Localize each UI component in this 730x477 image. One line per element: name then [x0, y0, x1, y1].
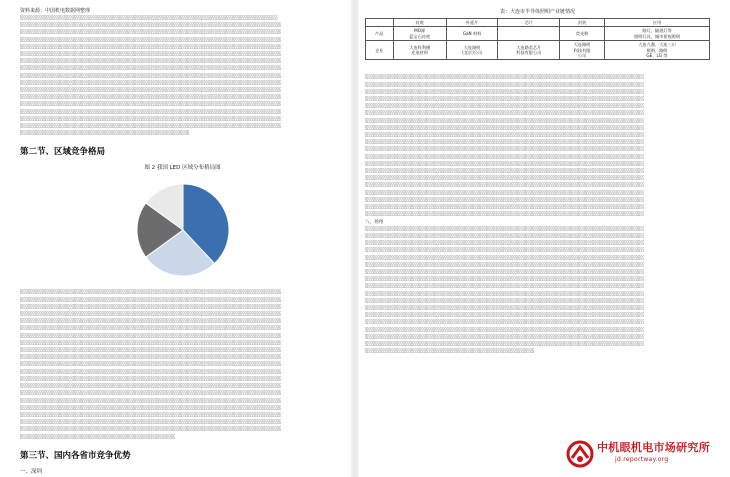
table-header-cell	[366, 19, 394, 27]
right-page	[365, 8, 710, 355]
table-cell: 企业	[366, 41, 394, 60]
table-cell: 产品	[366, 27, 394, 41]
table-cell: 大连路美芯片 科技有限公司	[498, 41, 560, 60]
book-gutter	[351, 0, 359, 477]
table-cell: 路灯、隧道灯等 照明灯具、城市景观照明	[604, 27, 709, 41]
right-body-text-1: ░░░░░░░░░░░░░░░░░░░░░░░░░░░░░░░░░░░░░░░░░░░░░░░░░░░░░░░░░░░░░░░░░░░░░░░░░░░░░░░ ░░░░░░░░░░░░░░░░░░░░░░░░░░░░░░░░░░░░░░░░░░░░░░░░░░░░░░░░░░░░░░░░░░░░░░░░░░░░░░░ ░░░░░░░░░░░░░░░░░░░░░░░░░░░░░░░░░░░░░░░░░░░░░░░░░░░░░░░░░░░░░░░░░░░░░░░░░░░░░░░ ░░░░░░░░░░░░░░░░░░░░░░░░░░░░░░░░░░░░░░░░░░░░░░░░░░░░░░░░░░░░░░░░░░░░░░░░░░░░░░░ ░░░░░░░░░░░░░░░░░░░░░░░░░░░░░░░░░░░░░░░░░░░░░░░░░░░░░░░░░░░░░░░░░░░░░░░░░░░░░░░ ░░░░░░░░░░░░░░░░░░░░░░░░░░░░░░░░░░░░░░░░░░░░░░░░░░░░░░░░░░░░░░░░░░░░░░░░░░░░░░░ ░░░░░░░░░░░░░░░░░░░░░░░░░░░░░░░░░░░░░░░░░░░░░░░░░░░░░░░░░░░░░░░░░░░░░░░░░░░░░░░ ░░░░░░░░░░░░░░░░░░░░░░░░░░░░░░░░░░░░░░░░░░░░░░░░░░░░░░░░░░░░░░░░░░░░░░░░░░░░░░░ ░░░░░░░░░░░░░░░░░░░░░░░░░░░░░░░░░░░░░░░░░░░░░░░░░░░░░░░░░░░░░░░░░░░░░░░░░░░░░░░ ░░░░░░░░░░░░░░░░░░░░░░░░░░░░░░░░░░░░░░░░░░░░░░░░░░░░░░░░░░░░░░░░░░░░░░░░░░░░░░░ ░░░░░░░░░░░░░░░░░░░░░░░░░░░░░░░░░░░░░░░░░░░░░░░░░░░░░░░░░░░░░░░░░░░░░░░░░░░░░░░ ░░░░░░░░░░░░░░░░░░░░░░░░░░░░░░░░░░░░░░░░░░░░░░░░░░░░░░░░░░░░░░░░░░░░░░░░░░░░░░░ ░░░░░░░░░░░░░░░░░░░░░░░░░░░░░░░░░░░░░░░░░░░░░░░░░░░░░░░░░░░░░░░░░░░░░░░░░░░░░░░ ░░░░░░░░░░░░░░░░░░░░░░░░░░░░░░░░░░░░░░░░░░░░░░░░░░░░░░░░░░░░░░░░░░░░░░░░░░░░░░░ ░░░░░░░░░░░░░░░░░░░░░░░░░░░░░░░░░░░░░░░░░░░░░░░░░░░░░░░░░░░░░░░░░░░░░░░░░░░░░░░ ░░░░░░░░░░░░░░░░░░░░░░░░░░░░░░░░░░░░░░░░░░░░░░░░░░░░░░░░░░░░░░░░░░░░░░░░░░░░░░░ ░░░░░░░░░░░░░░░░░░░░░░░░░░░░░░░░░░░░░░░░░░░░░░░░░░░░░░░░░░░░░░░░░░░░░░░░░░░░░░░ ░░░░░░░░░░░░░░░░░░░░░░░░░░░░░░░░░░░░░░░░░░░░░░░░░░░░░░░░░░░░░░░░░░░░░░░░░░░░░░░ ░░░░░░░░░░░░░░░░░░░░░░░░░░░░░░░░░░░░░░░░░░░░░░░░░░░░░░░░░░░░░░░░░░░░░░░░░░░░░░░ ░░░░░░░░░░░░░░░░░░░░░░░░░░░░░░░░░░░░░░░░░░░░░░░░░░░░░░░░░░░░░░░░░░░░░░░░░░░░░░░ 八、扬州 ░░░░░░░░░░░░░░░░░░░░░░░░░░░░░░░░░░░░░░░░░░░░░░░░░░░░░░░░░░░░░░░░░░░░░░░░░░░░░░░ ░░░░░░░░░░░░░░░░░░░░░░░░░░░░░░░░░░░░░░░░░░░░░░░░░░░░░░░░░░░░░░░░░░░░░░░░░░░░░░░ ░░░░░░░░░░░░░░░░░░░░░░░░░░░░░░░░░░░░░░░░░░░░░░░░░░░░░░░░░░░░░░░░░░░░░░░░░░░░░░░ ░░░░░░░░░░░░░░░░░░░░░░░░░░░░░░░░░░░░░░░░░░░░░░░░░░░░░░░░░░░░░░░░░░░░░░░░░░░░░░░ ░░░░░░░░░░░░░░░░░░░░░░░░░░░░░░░░░░░░░░░░░░░░░░░░░░░░░░░░░░░░░░░░░░░░░░░░░░░░░░░ ░░░░░░░░░░░░░░░░░░░░░░░░░░░░░░░░░░░░░░░░░░░░░░░░░░░░░░░░░░░░░░░░░░░░░░░░░░░░░░░ ░░░░░░░░░░░░░░░░░░░░░░░░░░░░░░░░░░░░░░░░░░░░░░░░░░░░░░░░░░░░░░░░░░░░░░░░░░░░░░░ ░░░░░░░░░░░░░░░░░░░░░░░░░░░░░░░░░░░░░░░░░░░░░░░░░░░░░░░░░░░░░░░░░░░░░░░░░░░░░░░ ░░░░░░░░░░░░░░░░░░░░░░░░░░░░░░░░░░░░░░░░░░░░░░░░░░░░░░░░░░░░░░░░░░░░░░░░░░░░░░░ ░░░░░░░░░░░░░░░░░░░░░░░░░░░░░░░░░░░░░░░░░░░░░░░░░░░░░░░░░░░░░░░░░░░░░░░░░░░░░░░ ░░░░░░░░░░░░░░░░░░░░░░░░░░░░░░░░░░░░░░░░░░░░░░░░░░░░░░░░░░░░░░░░░░░░░░░░░░░░░░░ ░░░░░░░░░░░░░░░░░░░░░░░░░░░░░░░░░░░░░░░░░░░░░░░░░░░░░░░░░░░░░░░░░░░░░░░░░░░░░░░ ░░░░░░░░░░░░░░░░░░░░░░░░░░░░░░░░░░░░░░░░░░░░░░░░░░░░░░░░░░░░░░░░░░░░░░░░░░░░░░░ ░░░░░░░░░░░░░░░░░░░░░░░░░░░░░░░░░░░░░░░░░░░░░░░░░░░░░░░░░░░░░░░░░░░░░░░░░░░░░░░ ░░░░░░░░░░░░░░░░░░░░░░░░░░░░░░░░░░░░░░░░░░░░░░░░░░░░░░░░░░░░░░░░░░░░░░░░░░░░░░░ ░░░░░░░░░░░░░░░░░░░░░░░░░░░░░░░░░░░░░░░░░░░░░░░░░░░░░░░░░░░░░░░░░░░░░░░░░░░░░░░ ░░░░░░░░░░░░░░░░░░░░░░░░░░░░░░░░░░░░░░░░░░░░░░░░░░░░░░░░░░░░░░░░░░░░░░░░░░░░░░░ ░░░░░░░░░░░░░░░░░░░░░░░░░░░░░░░░░░░░░░░░░░░░░░░░	[365, 75, 645, 355]
table-row	[366, 41, 710, 60]
table-header-cell: 衬底	[393, 19, 446, 27]
region-pie-chart	[123, 175, 243, 285]
brand-url: jd.reportway.org	[615, 456, 669, 463]
brand-logo	[565, 437, 725, 471]
source-note: 资料来源：中国机电数据网整理	[20, 8, 91, 14]
table-cell: 大连路明 科技有限 公司	[560, 41, 605, 60]
figure-caption: 图 2 我国 LED 区域分布格局图	[144, 165, 221, 172]
brand-name: 中机眼机电市场研究所	[597, 441, 710, 454]
table-cell: 荧光粉	[560, 27, 605, 41]
table-cell: GaN 材料	[446, 27, 497, 41]
industry-chain-table	[365, 18, 710, 60]
table-row	[366, 27, 710, 41]
left-body-text-1: ░░░░░░░░░░░░░░░░░░░░░░░░░░░░░░░░░░░░░░░░░░░░░░░░░░░░░░░░░░░░░░░░░░░░░░░░░ ░░░░░░░░░░░░░░░░░░░░░░░░░░░░░░░░░░░░░░░░░░░░░░░░░░░░░░░░░░░░░░░░░░░░░░░░░░ ░░░░░░░░░░░░░░░░░░░░░░░░░░░░░░░░░░░░░░░░░░░░░░░░░░░░░░░░░░░░░░░░░░░░░░░░░░ ░░░░░░░░░░░░░░░░░░░░░░░░░░░░░░░░░░░░░░░░░░░░░░░░░░░░░░░░░░░░░░░░░░░░░░░░░░ ░░░░░░░░░░░░░░░░░░░░░░░░░░░░░░░░░░░░░░░░░░░░░░░░░░░░░░░░░░░░░░░░░░░░░░░░░░ ░░░░░░░░░░░░░░░░░░░░░░░░░░░░░░░░░░░░░░░░░░░░░░░░░░░░░░░░░░░░░░░░░░░░░░░░░░ ░░░░░░░░░░░░░░░░░░░░░░░░░░░░░░░░░░░░░░░░░░░░░░░░░░░░░░░░░░░░░░░░░░░░░░░░░░ ░░░░░░░░░░░░░░░░░░░░░░░░░░░░░░░░░░░░░░░░░░░░░░░░░░░░░░░░░░░░░░░░░░░░░░░░░░ ░░░░░░░░░░░░░░░░░░░░░░░░░░░░░░░░░░░░░░░░░░░░░░░░░░░░░░░░░░░░░░░░░░░░░░░░░░ ░░░░░░░░░░░░░░░░░░░░░░░░░░░░░░░░░░░░░░░░░░░░░░░░░░░░░░░░░░░░░░░░░░░░░░░░░░ ░░░░░░░░░░░░░░░░░░░░░░░░░░░░░░░░░░░░░░░░░░░░░░░░░░░░░░░░░░░░░░░░░░░░░░░░░░ ░░░░░░░░░░░░░░░░░░░░░░░░░░░░░░░░░░░░░░░░░░░░░░░░░░░░░░░░░░░░░░░░░░░░░░░░░░ ░░░░░░░░░░░░░░░░░░░░░░░░░░░░░░░░░░░░░░░░░░░░░░░░░░░░░░░░░░░░░░░░░░░░░░░░░░ ░░░░░░░░░░░░░░░░░░░░░░░░░░░░░░░░░░░░░░░░░░░░░░░░░░░░░░░░░░░░░░░░░░░░░░░░░░ ░░░░░░░░░░░░░░░░░░░░░░░░░░░░░░░░░░░░░░░░░░░░░░░░░░░░░░░░░░░░░░░░░░░░░░░░░░ ░░░░░░░░░░░░░░░░░░░░░░░░░░░░░░░░░░░░░░░░░░░░░░░░░░░░░░░░░░░░░░░░░░░░░░░░░░ ░░░░░░░░░░░░░░░░░░░░░░░░░░░░░░░░░░░░░░░░░░░░░░░░	[20, 16, 282, 137]
table-header-row	[366, 19, 710, 27]
table-title: 表：大连市半导体照明产业链情况	[499, 9, 575, 15]
table-header-cell: 封装	[560, 19, 605, 27]
table-cell: MO源 蓝宝石衬底	[393, 27, 446, 41]
brand-mark-icon	[565, 439, 595, 469]
table-header-cell: 芯片	[498, 19, 560, 27]
table-cell: 大连九鼎、大连三川 照明、路明 GE、LG 等	[604, 41, 709, 60]
left-body-text-2: ░░░░░░░░░░░░░░░░░░░░░░░░░░░░░░░░░░░░░░░░░░░░░░░░░░░░░░░░░░░░░░░░░░░░░░░░░░ ░░░░░░░░░░░░░░░░░░░░░░░░░░░░░░░░░░░░░░░░░░░░░░░░░░░░░░░░░░░░░░░░░░░░░░░░░░ ░░░░░░░░░░░░░░░░░░░░░░░░░░░░░░░░░░░░░░░░░░░░░░░░░░░░░░░░░░░░░░░░░░░░░░░░░░ ░░░░░░░░░░░░░░░░░░░░░░░░░░░░░░░░░░░░░░░░░░░░░░░░░░░░░░░░░░░░░░░░░░░░░░░░░░ ░░░░░░░░░░░░░░░░░░░░░░░░░░░░░░░░░░░░░░░░░░░░░░░░░░░░░░░░░░░░░░░░░░░░░░░░░░ ░░░░░░░░░░░░░░░░░░░░░░░░░░░░░░░░░░░░░░░░░░░░░░░░░░░░░░░░░░░░░░░░░░░░░░░░░░ ░░░░░░░░░░░░░░░░░░░░░░░░░░░░░░░░░░░░░░░░░░░░░░░░░░░░░░░░░░░░░░░░░░░░░░░░░░ ░░░░░░░░░░░░░░░░░░░░░░░░░░░░░░░░░░░░░░░░░░░░░░░░░░░░░░░░░░░░░░░░░░░░░░░░░░ ░░░░░░░░░░░░░░░░░░░░░░░░░░░░░░░░░░░░░░░░░░░░░░░░░░░░░░░░░░░░░░░░░░░░░░░░░░ ░░░░░░░░░░░░░░░░░░░░░░░░░░░░░░░░░░░░░░░░░░░░░░░░░░░░░░░░░░░░░░░░░░░░░░░░░░ ░░░░░░░░░░░░░░░░░░░░░░░░░░░░░░░░░░░░░░░░░░░░░░░░░░░░░░░░░░░░░░░░░░░░░░░░░░ ░░░░░░░░░░░░░░░░░░░░░░░░░░░░░░░░░░░░░░░░░░░░░░░░░░░░░░░░░░░░░░░░░░░░░░░░░░ ░░░░░░░░░░░░░░░░░░░░░░░░░░░░░░░░░░░░░░░░░░░░░░░░░░░░░░░░░░░░░░░░░░░░░░░░░░ ░░░░░░░░░░░░░░░░░░░░░░░░░░░░░░░░░░░░░░░░░░░░░░░░░░░░░░░░░░░░░░░░░░░░░░░░░░ ░░░░░░░░░░░░░░░░░░░░░░░░░░░░░░░░░░░░░░░░░░░░░░░░░░░░░░░░░░░░░░░░░░░░░░░░░░ ░░░░░░░░░░░░░░░░░░░░░░░░░░░░░░░░░░░░░░░░░░░░░░░░░░░░░░░░░░░░░░░░░░░░░░░░░░ ░░░░░░░░░░░░░░░░░░░░░░░░░░░░░░░░░░░░░░░░░░░░░░░░░░░░░░░░░░░░░░░░░░░░░░░░░░ ░░░░░░░░░░░░░░░░░░░░░░░░░░░░░░░░░░░░░░░░░░░░░░░░░░░░░░░░░░░░░░░░░░░░░░░░░░ ░░░░░░░░░░░░░░░░░░░░░░░░░░░░░░░░░░░░░░░░░░░░░░░░░░░░░░░░░░░░░░░░░░░░░░░░░░ ░░░░░░░░░░░░░░░░░░░░░░░░░░░░░░░░░░░░░░░░░░░░░░░░░░░░░░░░░░░░░░░░░░░░░░░░░░ ░░░░░░░░░░░░░░░░░░░░░░░░░░░░░░░░░░░░░░░░░░░░	[20, 290, 282, 440]
left-page	[20, 8, 345, 475]
table-cell: 大连科利德 光电材料	[393, 41, 446, 60]
table-cell	[498, 27, 560, 41]
section-3-title: 第三节、国内各省市竞争优势	[20, 450, 131, 461]
city-heading-yangzhou: 八、扬州	[365, 219, 384, 225]
table-header-cell: 外延片	[446, 19, 497, 27]
table-header-cell: 应用	[604, 19, 709, 27]
subsection-label: 一、深圳	[20, 468, 43, 475]
table-cell: 大连路明 (北京)公司	[446, 41, 497, 60]
section-2-title: 第二节、区域竞争格局	[20, 147, 106, 158]
